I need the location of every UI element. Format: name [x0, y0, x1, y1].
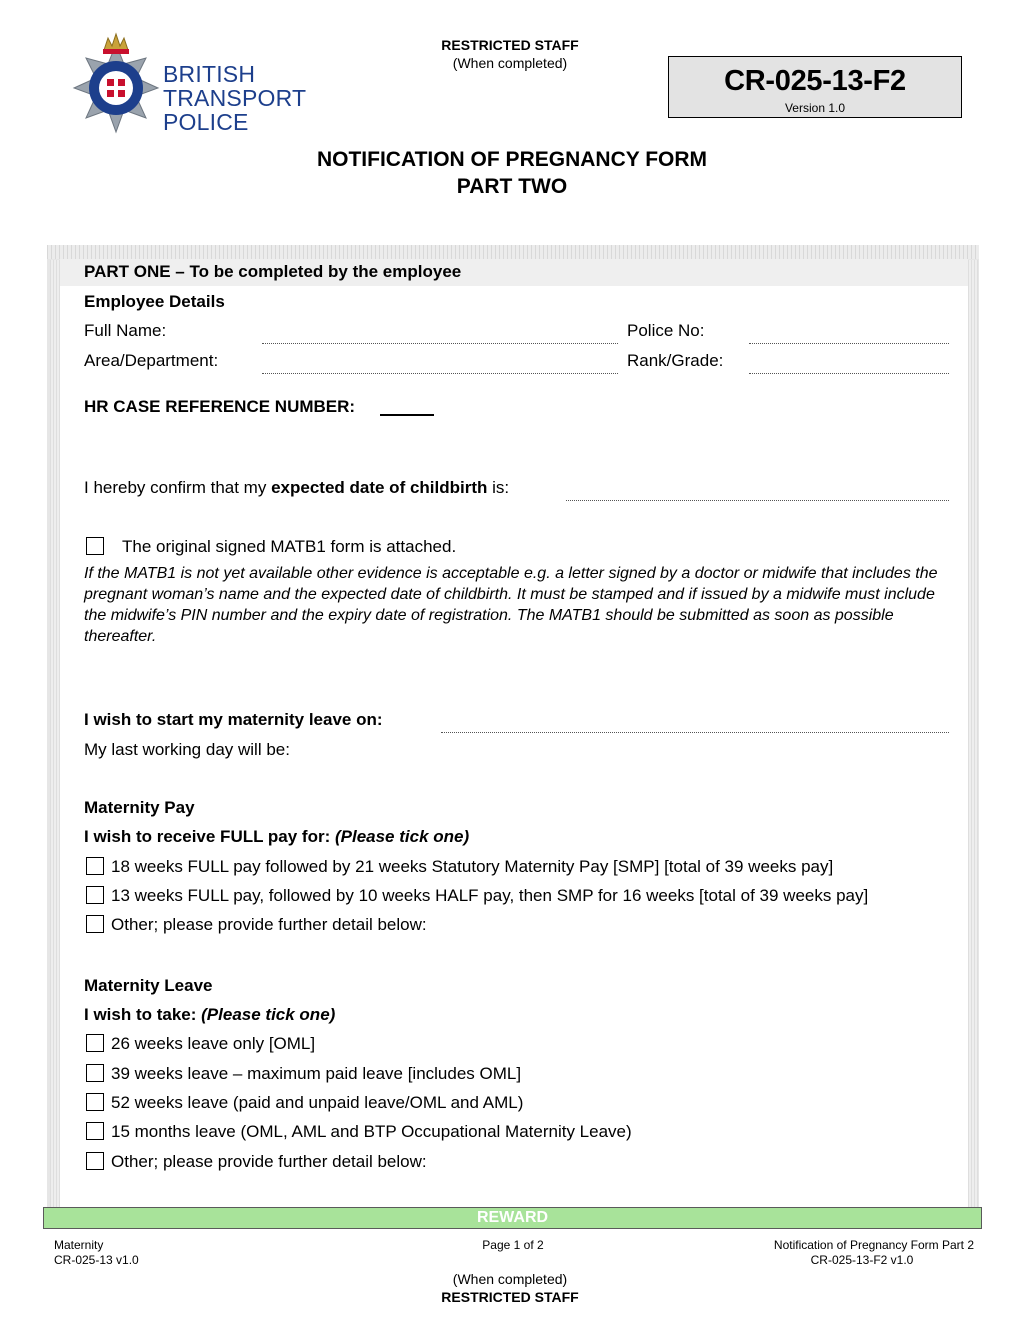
form-reference-box — [668, 56, 962, 118]
employee-details-heading: Employee Details — [84, 292, 225, 311]
confirm-suffix: is: — [487, 478, 510, 497]
start-leave-field[interactable] — [441, 732, 949, 733]
pay-option-checkbox-3[interactable] — [86, 915, 104, 933]
footer-classification — [360, 1270, 660, 1306]
footer-restricted-label: RESTRICTED STAFF — [441, 1289, 579, 1305]
form-version: Version 1.0 — [784, 101, 846, 115]
panel-top-border — [47, 245, 979, 259]
matb1-guidance-note: If the MATB1 is not yet available other evidence is acceptable e.g. a letter signed by a doctor or midwife that includes the pregnant woman’s name and the expected date of childbirth. It must be stamped and if issued by a midwife must include the midwife’s PIN number and the expiry date of registration. The MATB1 should be submitted as soon as possible thereafter. — [84, 565, 938, 645]
last-working-day-label: My last working day will be: — [84, 740, 290, 759]
full-name-field[interactable] — [262, 343, 618, 344]
matb1-label: The original signed MATB1 form is attached. — [122, 537, 457, 556]
form-code: CR-025-13-F2 — [724, 65, 906, 97]
footer-right-line-2: CR-025-13-F2 v1.0 — [810, 1253, 914, 1267]
leave-option-label-5: Other; please provide further detail below: — [111, 1152, 427, 1171]
footer-when-completed: (When completed) — [452, 1271, 568, 1287]
maternity-leave-instruction — [84, 1005, 335, 1025]
restricted-label: RESTRICTED STAFF — [441, 37, 579, 53]
logo-line-1: BRITISH — [163, 61, 256, 87]
leave-instruction-hint: (Please tick one) — [201, 1005, 336, 1024]
area-department-field[interactable] — [262, 373, 618, 374]
footer-right — [720, 1238, 974, 1268]
expected-date-field[interactable] — [566, 500, 949, 501]
page-number: Page 1 of 2 — [482, 1238, 544, 1252]
leave-option-checkbox-1[interactable] — [86, 1034, 104, 1052]
full-name-label: Full Name: — [84, 321, 167, 340]
confirm-prefix: I hereby confirm that my — [84, 478, 272, 497]
leave-instruction-text: I wish to take: — [84, 1005, 202, 1024]
when-completed-label: (When completed) — [452, 55, 568, 71]
start-leave-label: I wish to start my maternity leave on: — [84, 710, 383, 729]
reward-banner: REWARD — [43, 1207, 982, 1229]
police-no-label: Police No: — [627, 321, 705, 340]
footer-right-line-1: Notification of Pregnancy Form Part 2 — [773, 1238, 974, 1252]
confirm-emphasis: expected date of childbirth — [271, 478, 488, 497]
pay-option-label-3: Other; please provide further detail below: — [111, 915, 427, 934]
leave-option-label-1: 26 weeks leave only [OML] — [111, 1034, 316, 1053]
title-line-1: NOTIFICATION OF PREGNANCY FORM — [316, 148, 708, 171]
rank-grade-label: Rank/Grade: — [627, 351, 724, 370]
hr-case-reference-label: HR CASE REFERENCE NUMBER: — [84, 397, 356, 416]
leave-option-label-4: 15 months leave (OML, AML and BTP Occupational Maternity Leave) — [111, 1122, 632, 1141]
area-department-label: Area/Department: — [84, 351, 219, 370]
leave-option-checkbox-4[interactable] — [86, 1122, 104, 1140]
leave-option-checkbox-2[interactable] — [86, 1064, 104, 1082]
header-classification — [360, 36, 660, 72]
part-one-label: PART ONE — [84, 262, 171, 281]
leave-option-label-3: 52 weeks leave (paid and unpaid leave/OML and AML) — [111, 1093, 524, 1112]
leave-option-checkbox-5[interactable] — [86, 1152, 104, 1170]
footer-left-line-2: CR-025-13 v1.0 — [54, 1253, 139, 1267]
part-one-heading — [84, 262, 461, 282]
panel-right-border — [968, 260, 978, 1207]
police-crest-icon — [66, 30, 166, 150]
leave-option-label-2: 39 weeks leave – maximum paid leave [includes OML] — [111, 1064, 522, 1083]
leave-option-checkbox-3[interactable] — [86, 1093, 104, 1111]
expected-date-statement — [84, 478, 509, 498]
pay-option-label-1: 18 weeks FULL pay followed by 21 weeks Statutory Maternity Pay [SMP] [total of 39 weeks pay] — [111, 857, 834, 876]
pay-option-checkbox-2[interactable] — [86, 886, 104, 904]
police-no-field[interactable] — [749, 343, 949, 344]
maternity-leave-heading: Maternity Leave — [84, 976, 213, 995]
footer-left — [54, 1238, 139, 1268]
footer-left-line-1: Maternity — [54, 1238, 104, 1252]
page-title — [200, 146, 824, 200]
part-one-description: – To be completed by the employee — [170, 262, 462, 281]
matb1-checkbox[interactable] — [86, 537, 104, 555]
maternity-pay-heading: Maternity Pay — [84, 798, 195, 817]
logo-line-2: TRANSPORT — [163, 85, 307, 111]
maternity-pay-instruction — [84, 827, 469, 847]
rank-grade-field[interactable] — [749, 373, 949, 374]
hr-case-reference-field[interactable] — [380, 414, 434, 416]
logo-line-3: POLICE — [163, 109, 249, 135]
pay-instruction-text: I wish to receive FULL pay for: — [84, 827, 335, 846]
panel-left-border — [50, 260, 60, 1207]
pay-option-label-2: 13 weeks FULL pay, followed by 10 weeks HALF pay, then SMP for 16 weeks [total of 39 weeks pay] — [111, 886, 869, 905]
title-line-2: PART TWO — [456, 175, 568, 198]
pay-instruction-hint: (Please tick one) — [334, 827, 470, 846]
logo-wordmark — [163, 62, 306, 134]
pay-option-checkbox-1[interactable] — [86, 857, 104, 875]
